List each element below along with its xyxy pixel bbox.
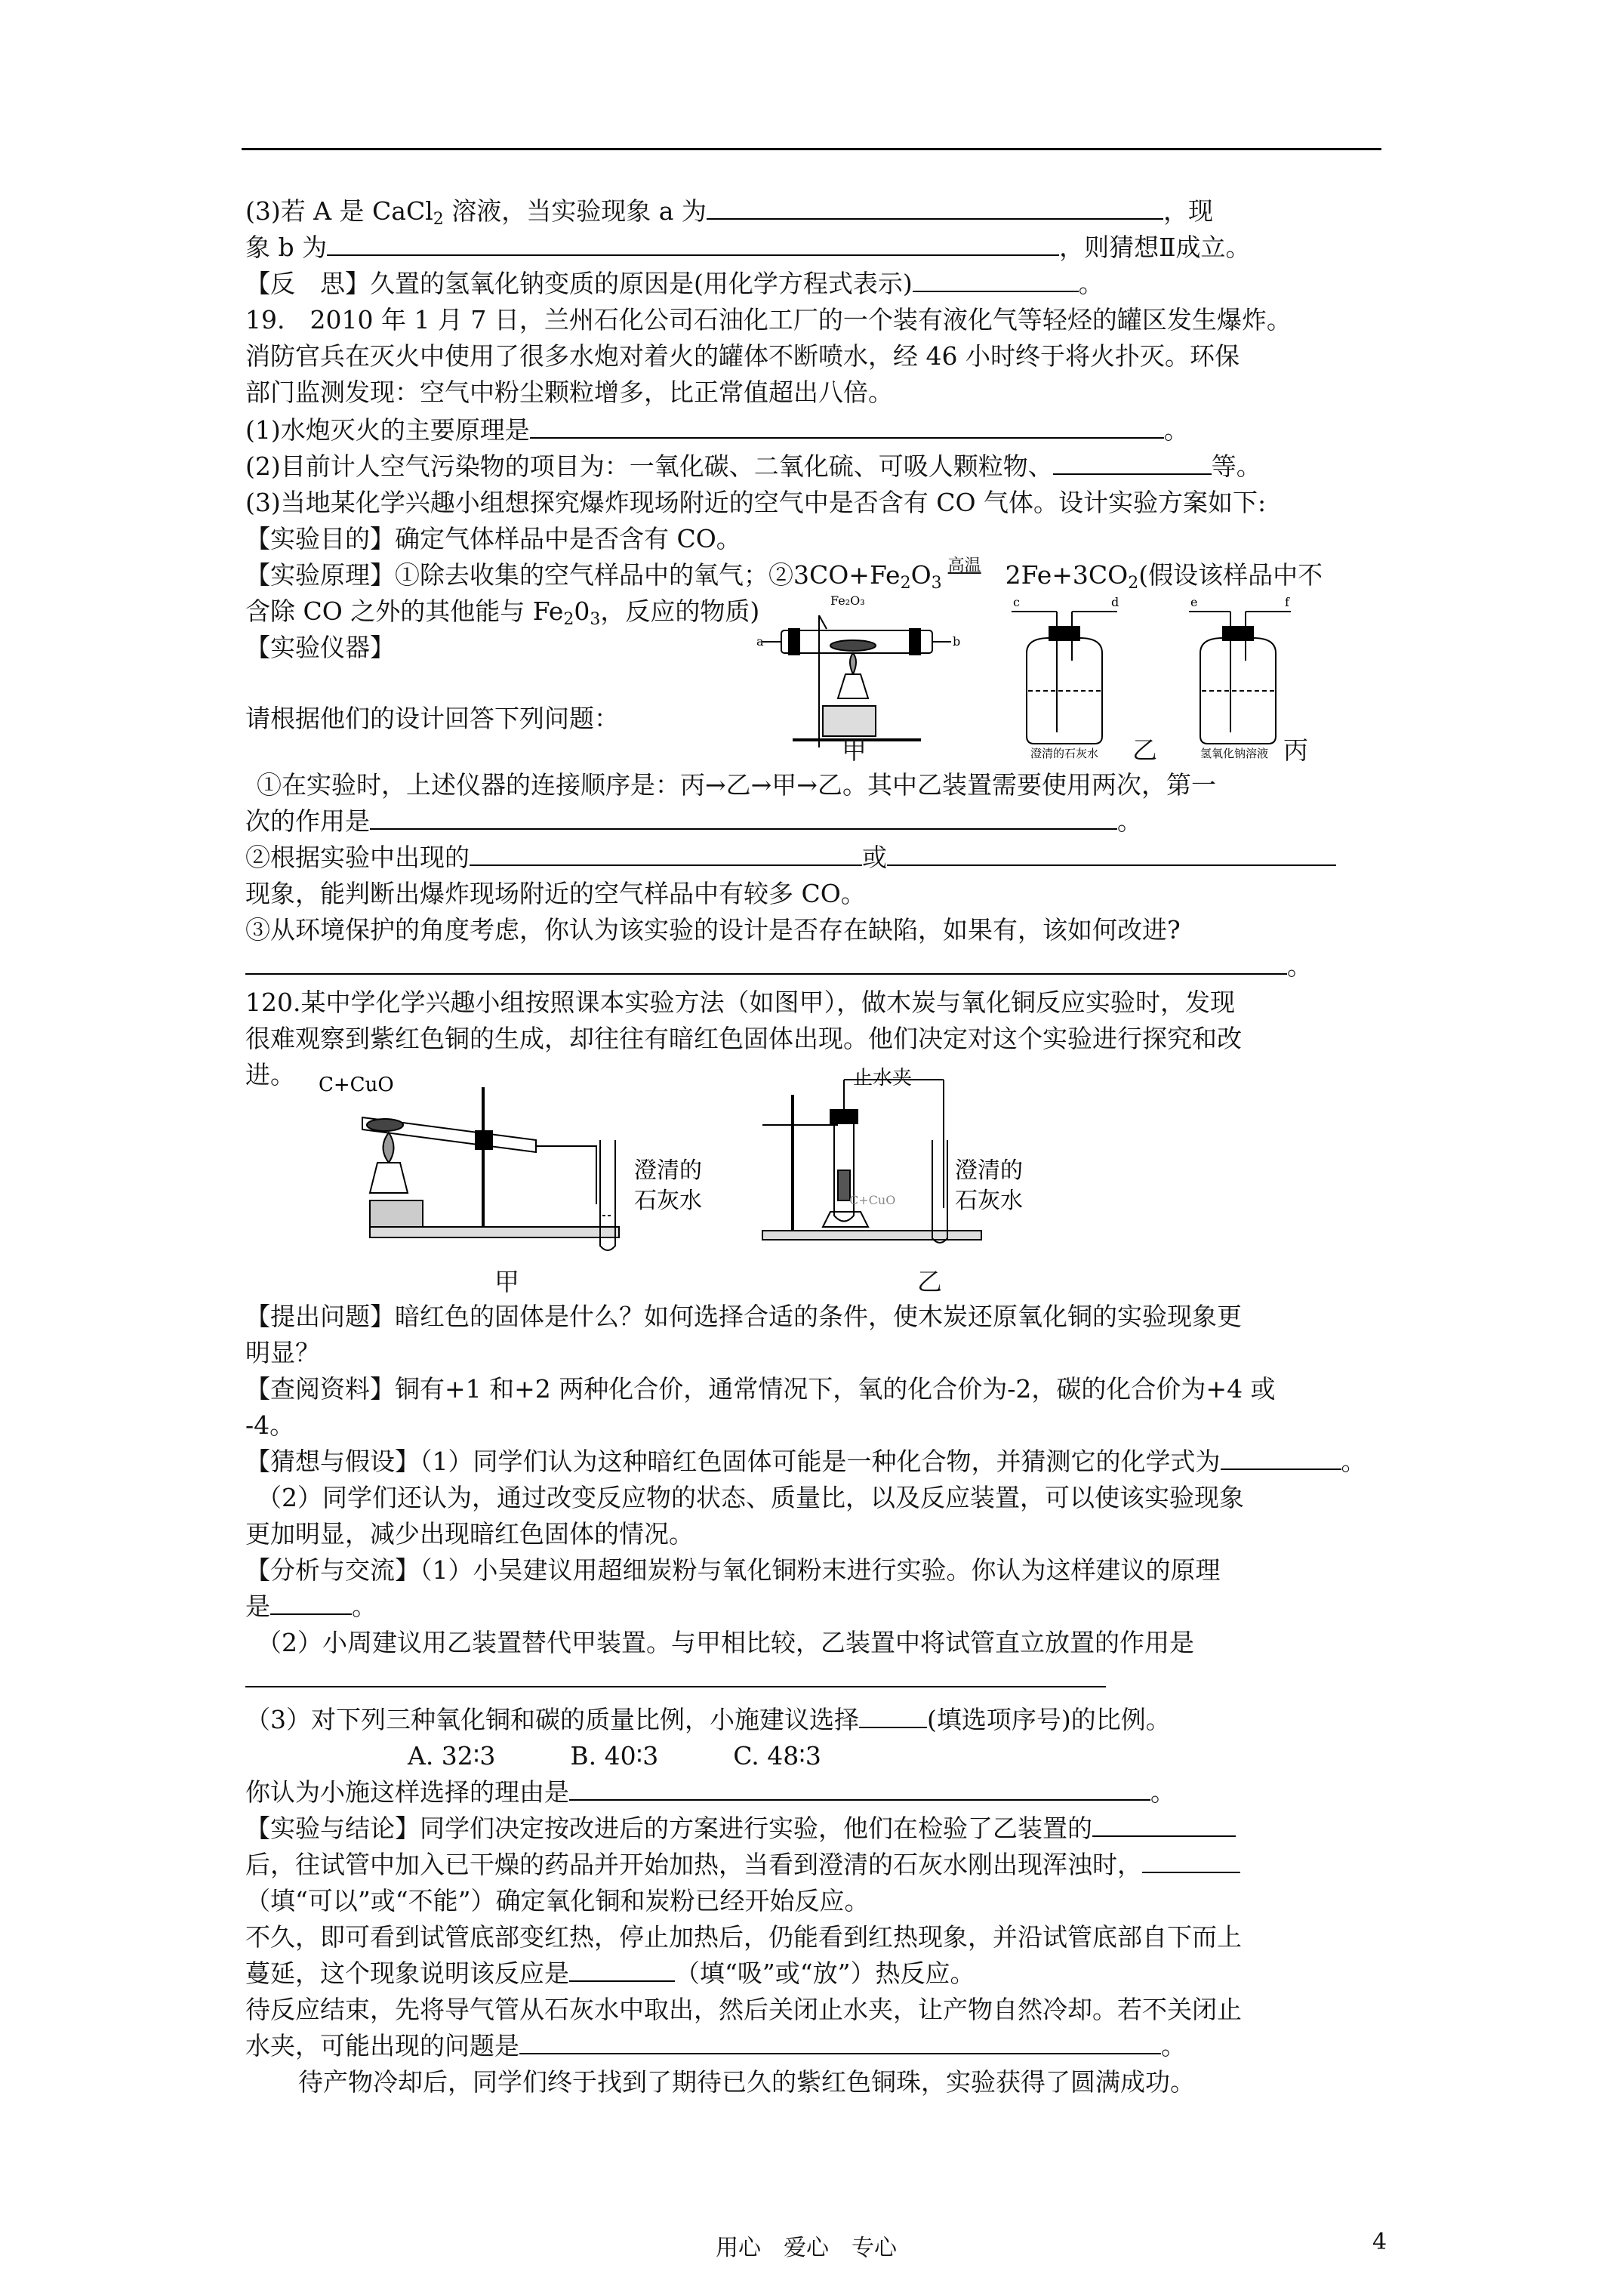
apparatus-yi-2	[762, 1080, 981, 1243]
answer-blank-phenomenon-1[interactable]	[470, 842, 862, 866]
label-b: b	[953, 634, 961, 649]
caption-jia: 甲	[842, 735, 867, 765]
text-segment: 次的作用是	[245, 806, 370, 836]
text-segment: (1)水炮灭火的主要原理是	[245, 415, 530, 445]
label-fe2o3: Fe₂O₃	[830, 593, 865, 608]
text-segment: 含除 CO 之外的其他能与 Fe	[245, 596, 564, 626]
apparatus-jia-2	[362, 1087, 619, 1250]
text-segment: 【实验与结论】同学们决定按改进后的方案进行实验，他们在检验了乙装置的	[245, 1814, 1092, 1843]
question-20-text: 进。	[245, 1060, 295, 1089]
reaction-condition: 高温	[947, 556, 981, 575]
text-segment: 。	[1341, 1447, 1366, 1476]
answer-blank-formula[interactable]	[1221, 1446, 1341, 1470]
text-segment: O	[910, 560, 932, 590]
apparatus-figure-1	[747, 585, 1344, 759]
text-segment: 。	[1150, 1777, 1175, 1807]
answer-blank-equation[interactable]	[913, 268, 1079, 292]
footer-motto: 用心 爱心 专心	[716, 2235, 897, 2261]
answer-blank-upright-purpose[interactable]	[245, 1663, 1106, 1687]
text-segment: 水夹，可能出现的问题是	[245, 2031, 519, 2060]
experiment-conclusion-3: （填“可以”或“不能”）确定氧化铜和炭粉已经开始反应。	[245, 1886, 870, 1915]
hypothesis-2b: 更加明显，减少出现暗红色固体的情况。	[245, 1519, 694, 1549]
text-segment: (3)若 A 是 CaCl	[245, 196, 433, 226]
text-segment: (填选项序号)的比例。	[927, 1705, 1171, 1734]
text-segment: 【反 思】久置的氢氧化钠变质的原因是(用化学方程式表示)	[245, 269, 913, 298]
answer-blank-improvement[interactable]	[245, 951, 1287, 975]
experiment-conclusion-4: 不久，即可看到试管底部变红热，停止加热后，仍能看到红热现象，并沿试管底部自下而上	[245, 1922, 1242, 1952]
apparatus-figure-2	[310, 1065, 1140, 1265]
text-segment: (假设该样品中不	[1138, 560, 1323, 590]
answer-blank-phenomenon-2[interactable]	[887, 842, 1336, 866]
answer-blank-a[interactable]	[707, 196, 1163, 220]
question-19-1	[245, 414, 1189, 447]
label-e: e	[1190, 595, 1198, 609]
question-19-3-3: ③从环境保护的角度考虑，你认为该实验的设计是否存在缺陷，如果有，该如何改进?	[245, 915, 1181, 945]
experiment-purpose: 【实验目的】确定气体样品中是否含有 CO。	[245, 524, 741, 553]
label-c-cuo-inner: C+CuO	[849, 1193, 896, 1207]
closing-line: 待产物冷却后，同学们终于找到了期待已久的紫红色铜珠，实验获得了圆满成功。	[298, 2067, 1195, 2097]
text-segment: 溶液，当实验现象 a 为	[443, 196, 707, 226]
question-19-intro: 19. 2010 年 1 月 7 日，兰州石化公司石油化工厂的一个装有液化气等轻烃的罐区发生爆炸。	[245, 305, 1292, 334]
subscript: 3	[931, 574, 942, 593]
text-segment: 是	[245, 1592, 270, 1621]
answer-prompt: 请根据他们的设计回答下列问题：	[245, 704, 619, 733]
label-water-clip: 止水夹	[853, 1067, 913, 1089]
text-segment: 等。	[1211, 451, 1261, 481]
caption-yi: 乙	[1132, 735, 1157, 765]
analysis-3	[245, 1703, 1171, 1737]
question-20-text: 很难观察到紫红色铜的生成，却往往有暗红色固体出现。他们决定对这个实验进行探究和改	[245, 1024, 1242, 1053]
label-lime-1b: 石灰水	[634, 1188, 702, 1214]
label-d: d	[1111, 595, 1119, 609]
answer-blank-b[interactable]	[327, 232, 1059, 256]
hypothesis-1	[245, 1445, 1366, 1478]
apparatus-yi	[1012, 612, 1117, 744]
options-line: A. 32∶3 B. 40∶3 C. 48∶3	[408, 1741, 821, 1771]
text-segment: 后，往试管中加入已干燥的药品并开始加热，当看到澄清的石灰水刚出现浑浊时，	[245, 1850, 1142, 1879]
subscript: 2	[433, 210, 444, 229]
answer-blank-option[interactable]	[859, 1704, 927, 1728]
answer-blank-can-or-not[interactable]	[1142, 1849, 1240, 1873]
answer-blank-principle[interactable]	[270, 1591, 352, 1615]
label-c: c	[1013, 595, 1020, 609]
text-segment: (2)目前计人空气污染物的项目为：一氧化碳、二氧化硫、可吸人颗粒物、	[245, 451, 1053, 481]
question-19-3-2b: 现象，能判断出爆炸现场附近的空气样品中有较多 CO。	[245, 879, 866, 908]
answer-blank-first-use[interactable]	[370, 806, 1117, 830]
text-segment: 。	[1163, 415, 1189, 445]
text-segment: 。	[352, 1592, 377, 1621]
apparatus-jia	[762, 615, 951, 747]
text-segment: 。	[1078, 269, 1104, 298]
text-segment: 0	[574, 596, 590, 626]
text-segment: 或	[862, 843, 887, 872]
label-lime-water: 澄清的石灰水	[1030, 747, 1099, 759]
question-19-3: (3)当地某化学兴趣小组想探究爆炸现场附近的空气中是否含有 CO 气体。设计实验方案如下:	[245, 488, 1267, 517]
label-f: f	[1285, 595, 1289, 609]
experiment-conclusion-6: 待反应结束，先将导气管从石灰水中取出，然后关闭止水夹，让产物自然冷却。若不关闭止	[245, 1995, 1242, 2024]
caption-bing: 丙	[1283, 735, 1308, 765]
answer-blank-19-2[interactable]	[1053, 451, 1212, 475]
text-segment: 象 b 为	[245, 233, 328, 262]
analysis-1b	[245, 1590, 377, 1623]
subscript: 2	[900, 574, 911, 593]
hypothesis-2: （2）同学们还认为，通过改变反应物的状态、质量比，以及反应装置，可以使该实验现象	[257, 1483, 1244, 1512]
header-rule	[242, 148, 1381, 150]
text-segment: 。	[1287, 951, 1312, 981]
analysis-2b	[245, 1663, 1106, 1696]
question-18-3-line2	[245, 231, 1251, 264]
answer-blank-heat[interactable]	[569, 1958, 675, 1982]
experiment-principle-2	[245, 595, 759, 636]
answer-blank-19-1[interactable]	[530, 415, 1164, 439]
text-segment: ②根据实验中出现的	[245, 843, 470, 872]
question-18-3-line	[245, 195, 1213, 236]
text-segment: ，则猜想Ⅱ成立。	[1059, 233, 1251, 262]
reflection-line	[245, 267, 1104, 300]
analysis-2: （2）小周建议用乙装置替代甲装置。与甲相比较，乙装置中将试管直立放置的作用是	[257, 1628, 1194, 1657]
answer-blank-reason[interactable]	[569, 1777, 1150, 1801]
text-segment: 你认为小施这样选择的理由是	[245, 1777, 569, 1807]
label-lime-2b: 石灰水	[955, 1188, 1023, 1214]
subscript: 2	[1128, 574, 1139, 593]
raise-question: 【提出问题】暗红色的固体是什么？如何选择合适的条件，使木炭还原氧化铜的实验现象更	[245, 1302, 1242, 1331]
question-20-intro: 120.某中学化学兴趣小组按照课本实验方法（如图甲），做木炭与氧化铜反应实验时，发现	[245, 988, 1235, 1017]
question-19-2	[245, 450, 1261, 483]
label-a: a	[756, 634, 764, 649]
answer-blank-check[interactable]	[1092, 1813, 1236, 1837]
reference-data-2: -4。	[245, 1410, 295, 1440]
question-19-3-2	[245, 841, 1336, 874]
question-19-3-1: ①在实验时，上述仪器的连接顺序是：丙→乙→甲→乙。其中乙装置需要使用两次，第一	[257, 770, 1216, 800]
question-19-text: 部门监测发现：空气中粉尘颗粒增多，比正常值超出八倍。	[245, 378, 893, 407]
raise-question-2: 明显？	[245, 1338, 320, 1367]
label-naoh: 氢氧化钠溶液	[1200, 747, 1269, 759]
reference-data: 【查阅资料】铜有+1 和+2 两种化合价，通常情况下，氧的化合价为-2，碳的化合价为+4 或	[245, 1374, 1276, 1404]
experiment-apparatus: 【实验仪器】	[245, 633, 395, 662]
experiment-conclusion	[245, 1812, 1236, 1845]
caption-jia-2: 甲	[494, 1267, 519, 1296]
text-segment: 【猜想与假设】（1）同学们认为这种暗红色固体可能是一种化合物，并猜测它的化学式为	[245, 1447, 1221, 1476]
text-segment: 。	[1117, 806, 1142, 836]
subscript: 2	[563, 610, 574, 629]
text-segment: 2Fe+3CO	[1005, 560, 1129, 590]
text-segment: （填“吸”或“放”）热反应。	[675, 1959, 975, 1988]
text-segment: （3）对下列三种氧化铜和碳的质量比例，小施建议选择	[245, 1705, 859, 1734]
label-lime-2a: 澄清的	[955, 1157, 1023, 1184]
analysis-1: 【分析与交流】（1）小吴建议用超细炭粉与氧化铜粉末进行实验。你认为这样建议的原理	[245, 1555, 1221, 1585]
experiment-conclusion-7	[245, 2029, 1186, 2063]
question-19-text: 消防官兵在灭火中使用了很多水炮对着火的罐体不断喷水，经 46 小时终于将火扑灭。环保	[245, 341, 1240, 371]
analysis-3-reason	[245, 1776, 1175, 1809]
answer-blank-problem[interactable]	[519, 2030, 1161, 2054]
experiment-conclusion-2	[245, 1848, 1240, 1881]
question-19-3-3b	[245, 950, 1312, 983]
label-c-cuo: C+CuO	[319, 1074, 394, 1096]
text-segment: ，反应的物质)	[600, 596, 760, 626]
question-19-3-1b	[245, 805, 1142, 838]
apparatus-bing	[1189, 612, 1291, 744]
page-number: 4	[1372, 2229, 1387, 2255]
experiment-conclusion-5	[245, 1957, 975, 1990]
text-segment: ，现	[1163, 196, 1213, 226]
text-segment: 蔓延，这个现象说明该反应是	[245, 1959, 569, 1988]
text-segment: 【实验原理】①除去收集的空气样品中的氧气；②3CO+Fe	[245, 560, 901, 590]
label-lime-1a: 澄清的	[634, 1157, 702, 1184]
caption-yi-2: 乙	[917, 1267, 942, 1296]
text-segment: 。	[1161, 2031, 1186, 2060]
subscript: 3	[590, 610, 601, 629]
